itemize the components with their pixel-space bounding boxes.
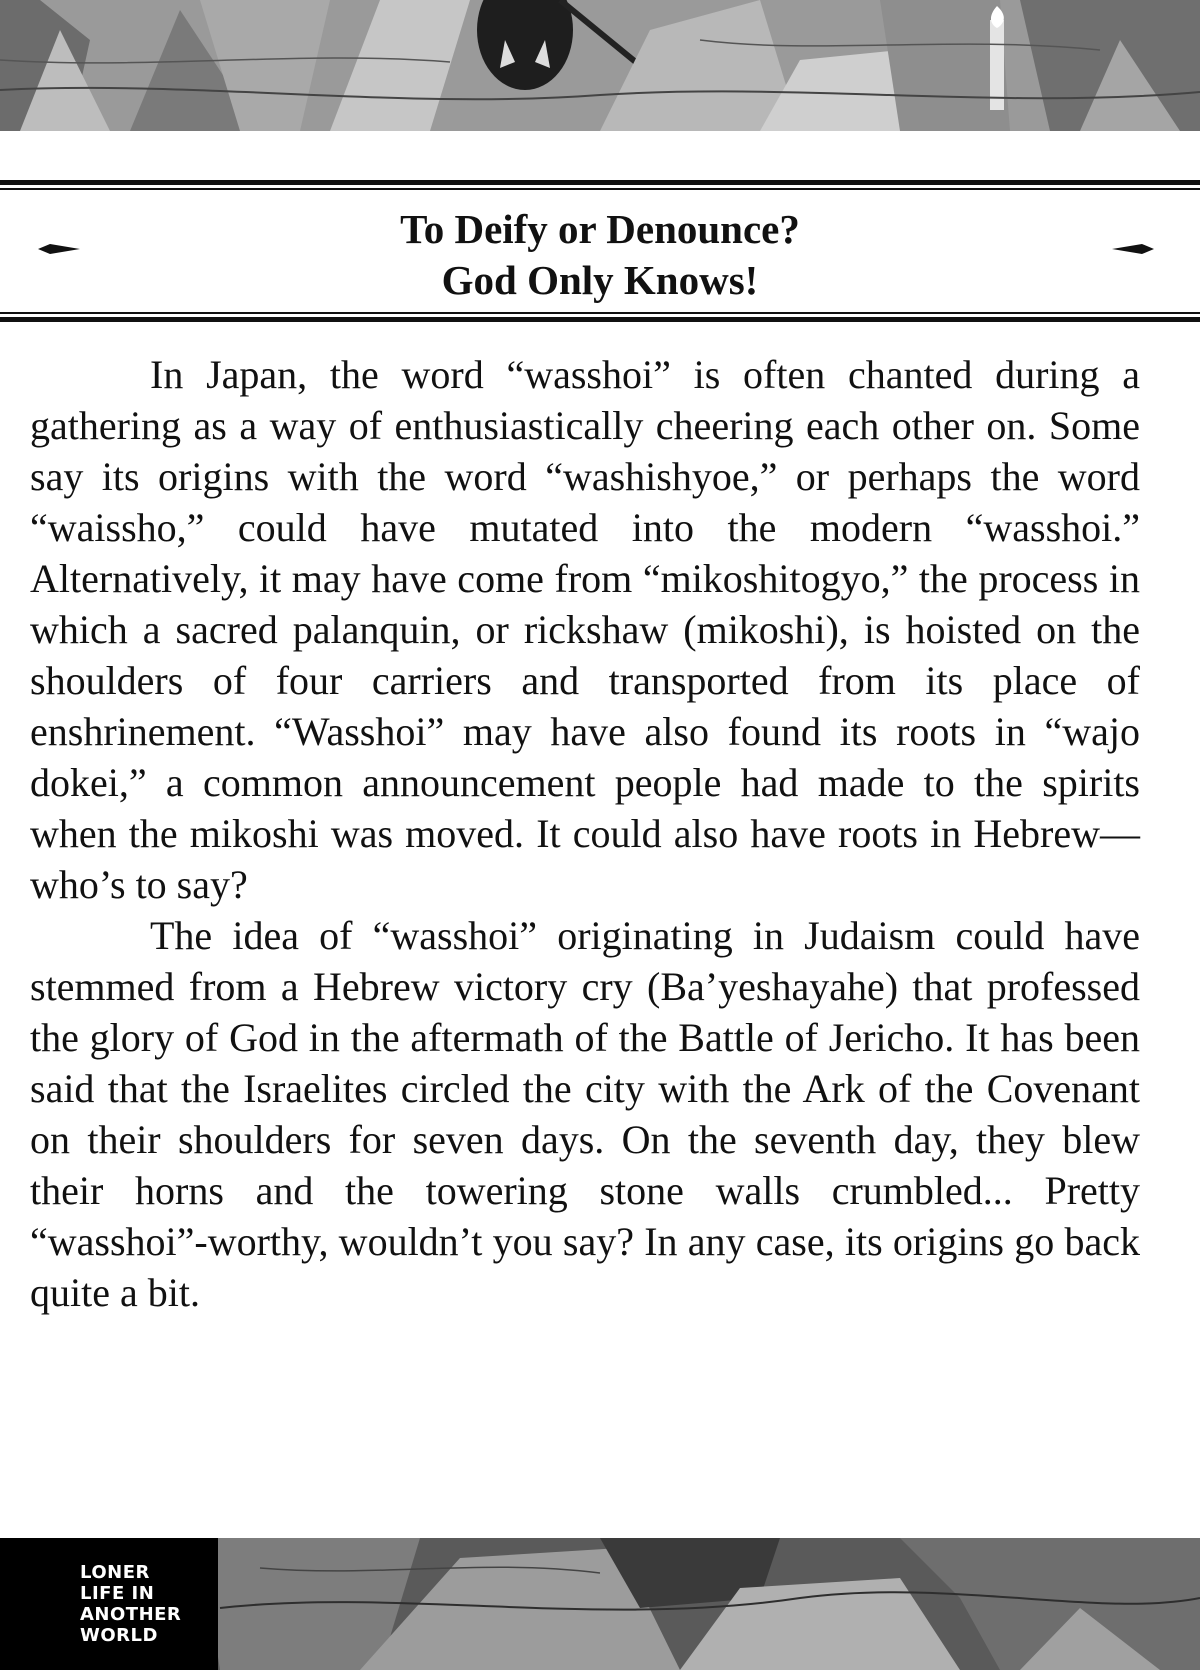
paragraph-2: The idea of “wasshoi” originating in Judaism could have stemmed from a Hebrew victory cry (Ba’yeshayahe) that professed the glory of God in the aftermath of the Battle of Jericho. It has been said that the Israelites circled the city with the Ark of the Covenant on their shoulders for seven days. On the seventh day, they blew their horns and the towering stone walls crumbled... Pretty “wasshoi”-worthy, wouldn’t you say? In any case, its origins go back quite a bit. [30, 913, 1140, 1315]
title-band [0, 192, 1200, 308]
title-bottom-rule-thick [0, 317, 1200, 322]
cave-scene-art [0, 0, 1200, 131]
article-body [30, 349, 1140, 1318]
title-line-1: To Deify or Denounce? [400, 206, 800, 252]
title-top-rule-thick [0, 180, 1200, 185]
right-diamond-ornament [1112, 243, 1154, 255]
title-top-rule-thin [0, 188, 1200, 190]
top-illustration [0, 0, 1200, 131]
title-line-2: God Only Knows! [441, 257, 759, 303]
series-logo [0, 1538, 218, 1670]
series-logo-text: LONER LIFE IN ANOTHER WORLD [80, 1562, 182, 1646]
paragraph-1: In Japan, the word “wasshoi” is often chanted during a gathering as a way of enthusiastically cheering each other on. Some say its origins with the word “washishyoe,” or perhaps the word “waissho,” could have mutated into the modern “wasshoi.” Alternatively, it may have come from “mikoshitogyo,” the process in which a sacred palanquin, or rickshaw (mikoshi), is hoisted on the shoulders of four carriers and transported from its place of enshrinement. “Wasshoi” may have also found its roots in “wajo dokei,” a common announcement people had made to the spirits when the mikoshi was moved. It could also have roots in Hebrew—who’s to say? [30, 352, 1140, 907]
page-title [150, 204, 1050, 306]
title-bottom-rule-thin [0, 312, 1200, 314]
left-diamond-ornament [38, 243, 80, 255]
